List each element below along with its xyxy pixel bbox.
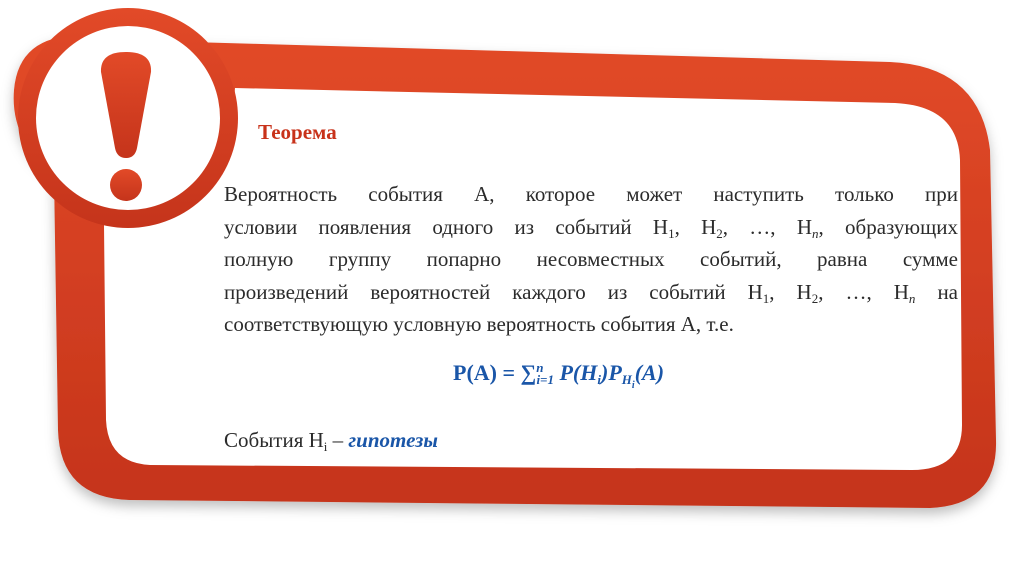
theorem-line-2: условии появления одного из событий $Н_1$, $Н_2$, …, $Н_n$, образующих [224, 214, 958, 241]
theorem-line-1: Вероятность события А, которое может наступить только при [224, 182, 958, 206]
theorem-line-3: полную группу попарно несовместных событий, равна сумме [224, 247, 958, 271]
theorem-title: Теорема [258, 120, 337, 144]
theorem-line-4: произведений вероятностей каждого из событий $Н_1$, $Н_2$, …, $Н_n$ на [224, 279, 959, 306]
theorem-text [224, 178, 958, 341]
theorem-line-5: соответствующую условную вероятность события А, т.е. [224, 312, 734, 336]
hypotheses-term: гипотезы [348, 428, 438, 452]
hypotheses-line: События $Н_i$ – гипотезы [224, 428, 438, 454]
total-probability-formula: P(A) = ∑$^n_{i=1}$ $P(H_i)P_{H_i}(A)$ [453, 360, 665, 391]
